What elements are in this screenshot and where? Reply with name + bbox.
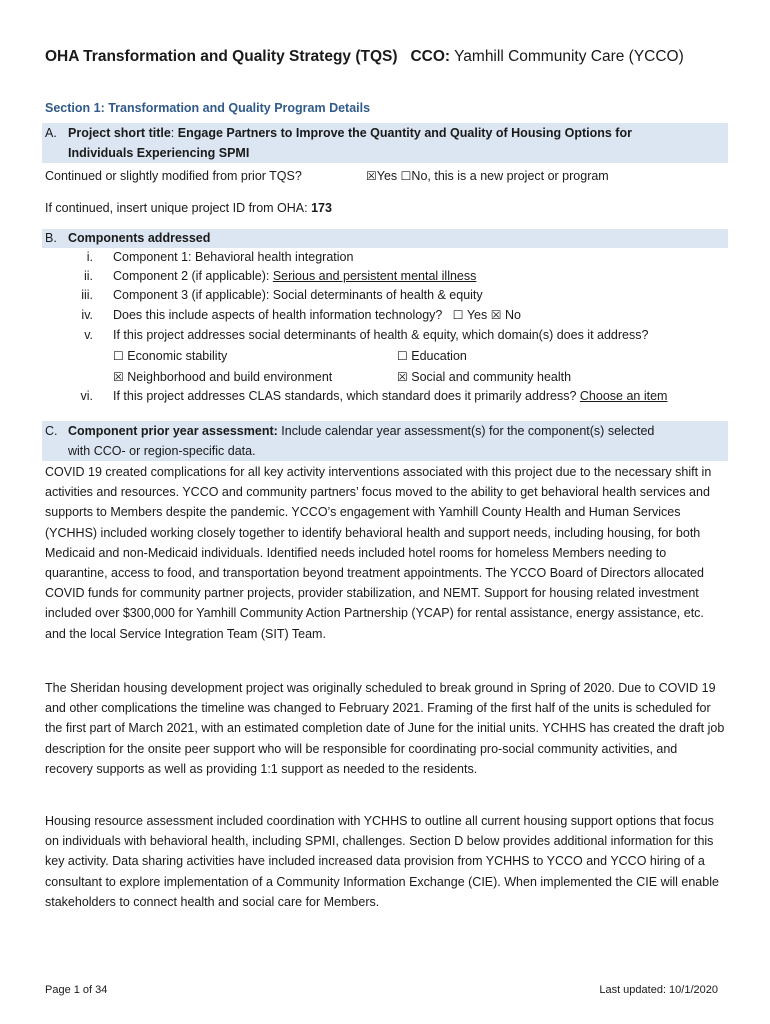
assessment-heading-line-1 <box>68 422 654 441</box>
no-label: No, this is a new project or program <box>411 169 609 183</box>
hit-question-text: Does this include aspects of health information technology? <box>113 308 443 322</box>
sdoh-question: If this project addresses social determinants of health & equity, which domain(s) does it address? <box>113 328 649 342</box>
assessment-heading: Component prior year assessment: <box>68 424 278 438</box>
social-label: Social and community health <box>411 370 572 384</box>
components-heading: Components addressed <box>68 231 211 245</box>
clas-question-text: If this project addresses CLAS standards, which standard does it primarily address? <box>113 389 577 403</box>
page-title <box>45 48 684 66</box>
assessment-instructions-1: Include calendar year assessment(s) for the component(s) selected <box>281 424 655 438</box>
cco-label: CCO: <box>410 48 451 65</box>
tqs-title: OHA Transformation and Quality Strategy (TQS) <box>45 48 398 65</box>
project-id-value: 173 <box>311 201 332 215</box>
education-label: Education <box>411 349 467 363</box>
project-title-label: Project short title <box>68 126 171 140</box>
hit-no-checkbox[interactable]: ☒ <box>490 308 502 322</box>
component-2 <box>113 267 476 286</box>
page-number: Page 1 of 34 <box>45 984 108 996</box>
no-checkbox[interactable]: ☐ <box>400 169 412 183</box>
social-checkbox[interactable]: ☒ <box>397 370 408 384</box>
continued-question: Continued or slightly modified from prior TQS? <box>45 169 302 183</box>
education-checkbox[interactable]: ☐ <box>397 349 408 363</box>
item-i-num: i. <box>86 250 93 264</box>
project-title-line-1 <box>68 124 632 143</box>
domain-social <box>397 368 571 387</box>
section-1-heading: Section 1: Transformation and Quality Program Details <box>45 101 371 115</box>
component-2-value[interactable]: Serious and persistent mental illness <box>272 269 477 283</box>
hit-yes-label: Yes <box>466 308 488 322</box>
project-id-prefix: If continued, insert unique project ID from OHA: <box>45 201 308 215</box>
economic-label: Economic stability <box>127 349 228 363</box>
hit-no-label: No <box>504 308 521 322</box>
part-c-letter: C. <box>45 424 58 438</box>
yes-checkbox[interactable]: ☒ <box>366 169 377 183</box>
assessment-instructions-2: with CCO- or region-specific data. <box>68 444 256 458</box>
part-a-letter: A. <box>45 126 57 140</box>
clas-choice-dropdown[interactable]: Choose an item <box>579 389 668 403</box>
domain-neighborhood <box>113 368 332 387</box>
assessment-paragraph-2: The Sheridan housing development project was originally scheduled to break ground in Spring of 2020. Due to COVID 19 and other complications the timeline was changed to February 2021. Framing of the first half of the units is scheduled for the first part of March 2021, with an estimated completion date of June for the initial units. YCHHS has created the draft job description for the onsite peer support who will be responsible for coordinating pro-social community activities, and recovery supports as well as providing 1:1 support as needed to the residents. <box>45 681 725 776</box>
item-iv-num: iv. <box>81 308 93 322</box>
clas-question <box>113 387 667 406</box>
project-id-line <box>45 199 332 218</box>
yes-label: Yes <box>376 169 398 183</box>
domain-economic <box>113 347 227 366</box>
component-1: Component 1: Behavioral health integration <box>113 250 354 264</box>
hit-yes-checkbox[interactable]: ☐ <box>452 308 464 322</box>
item-iii-num: iii. <box>81 288 93 302</box>
item-v-num: v. <box>84 328 93 342</box>
assessment-paragraph-3: Housing resource assessment included coordination with YCHHS to outline all current housing support options that focus on individuals with behavioral health, including SPMI, challenges. Section D below provides additional information for this key activity. Data sharing activities have included increased data provision from YCHHS to YCCO and YCCO hiring of a consultant to explore implementation of a Community Information Exchange (CIE). When implemented the CIE will enable stakeholders to connect health and social care for Members. <box>45 814 719 909</box>
continued-options <box>366 167 609 186</box>
neighborhood-checkbox[interactable]: ☒ <box>113 370 124 384</box>
cco-name: Yamhill Community Care (YCCO) <box>454 48 684 65</box>
component-2-prefix: Component 2 (if applicable): <box>113 269 273 283</box>
project-title-colon: : <box>170 126 175 140</box>
hit-question <box>113 306 521 325</box>
component-3: Component 3 (if applicable): Social determinants of health & equity <box>113 288 483 302</box>
project-title-value-2: Individuals Experiencing SPMI <box>68 146 250 160</box>
domain-education <box>397 347 467 366</box>
economic-checkbox[interactable]: ☐ <box>113 349 124 363</box>
project-title-value-1: Engage Partners to Improve the Quantity and Quality of Housing Options for <box>177 126 632 140</box>
neighborhood-label: Neighborhood and build environment <box>127 370 333 384</box>
part-b-letter: B. <box>45 231 57 245</box>
item-vi-num: vi. <box>80 389 93 403</box>
last-updated: Last updated: 10/1/2020 <box>599 984 718 996</box>
assessment-paragraph-1: COVID 19 created complications for all key activity interventions associated with this project due to the necessary shift in activities and resources. YCCO and community partners’ focus moved to the ability to get behavioral health services and supports to Members despite the pandemic. YCCO’s engagement with Yamhill County Health and Human Services (YCHHS) included working closely together to identify behavioral health and support needs, including housing, for both Medicaid and non-Medicaid individuals. Identified needs included hotel rooms for homeless Members needing to quarantine, access to food, and transportation beyond treatment appointments. The YCCO Board of Directors allocated COVID funds for community partner projects, provider stabilization, and NEMT. Support for housing related investment included over $300,000 for Yamhill Community Action Partnership (YCAP) for rental assistance, energy assistance, etc. and the local Service Integration Team (SIT) Team. <box>45 465 712 641</box>
item-ii-num: ii. <box>83 269 93 283</box>
